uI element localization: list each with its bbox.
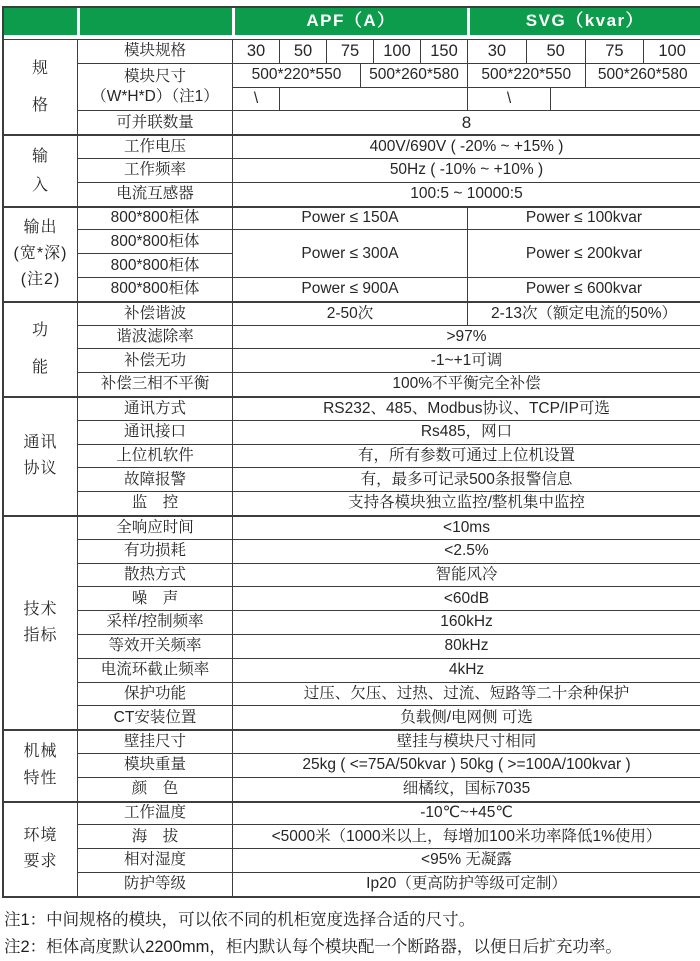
svg-value: Power ≤ 100kvar [467, 206, 700, 230]
spec-value: 100:5 ~ 10000:5 [232, 182, 700, 206]
header-blank-corner [4, 8, 77, 39]
header-apf-title: APF（A） [232, 8, 467, 39]
spec-label: 谐波滤除率 [77, 325, 232, 349]
spec-value: 4kHz [232, 658, 700, 682]
spec-label: 模块重量 [77, 753, 232, 777]
spec-value: 25kg ( <=75A/50kvar ) 50kg ( >=100A/100kvar ) [232, 753, 700, 777]
spec-label: 模块尺寸 （W*H*D）（注1） [77, 63, 232, 111]
blank-cell [550, 87, 700, 111]
size-value: 500*260*580 [585, 63, 700, 87]
spec-value: -10℃~+45℃ [232, 801, 700, 825]
svg-value: Power ≤ 600kvar [467, 277, 700, 301]
size-value: 500*260*580 [360, 63, 467, 87]
spec-label: 防护等级 [77, 872, 232, 896]
rating-value: 75 [326, 39, 373, 63]
spec-value: Ip20（更高防护等级可定制） [232, 872, 700, 896]
spec-value: RS232、485、Modbus协议、TCP/IP可选 [232, 396, 700, 420]
spec-label: 800*800柜体 [77, 206, 232, 230]
rating-value: 50 [279, 39, 326, 63]
apf-value: Power ≤ 300A [232, 229, 467, 277]
spec-label: 电流环截止频率 [77, 658, 232, 682]
rating-value: 30 [232, 39, 279, 63]
category-environment: 环境 要求 [4, 801, 77, 896]
spec-label: 800*800柜体 [77, 253, 232, 277]
spec-value: 支持各模块独立监控/整机集中监控 [232, 491, 700, 515]
category-technical: 技术 指标 [4, 515, 77, 729]
spec-value: 8 [232, 110, 700, 134]
spec-label: 噪 声 [77, 586, 232, 610]
spec-label: 通讯方式 [77, 396, 232, 420]
spec-value: 有，所有参数可通过上位机设置 [232, 444, 700, 468]
spec-label: 模块规格 [77, 39, 232, 63]
spec-label: 补偿谐波 [77, 301, 232, 325]
spec-label: 监 控 [77, 491, 232, 515]
svg-value: 2-13次（额定电流的50%） [467, 301, 700, 325]
size-value: 500*220*550 [467, 63, 585, 87]
spec-label: 散热方式 [77, 563, 232, 587]
spec-value: 有，最多可记录500条报警信息 [232, 467, 700, 491]
rating-value: 100 [643, 39, 700, 63]
spec-label: 海 拔 [77, 824, 232, 848]
spec-value: <10ms [232, 515, 700, 539]
spec-value: 100%不平衡完全补偿 [232, 372, 700, 396]
category-input: 输 入 [4, 134, 77, 205]
spec-value: 壁挂与模块尺寸相同 [232, 729, 700, 753]
spec-value: 80kHz [232, 634, 700, 658]
apf-value: 2-50次 [232, 301, 467, 325]
spec-label: 故障报警 [77, 467, 232, 491]
spec-label: 全响应时间 [77, 515, 232, 539]
footnote-2: 注2：柜体高度默认2200mm，柜内默认每个模块配一个断路器，以便日后扩充功率。 [4, 934, 700, 961]
svg-value: Power ≤ 200kvar [467, 229, 700, 277]
rating-value: 30 [467, 39, 526, 63]
header-svg-title: SVG（kvar） [467, 8, 700, 39]
size-value: 500*220*550 [232, 63, 360, 87]
spec-value: 400V/690V ( -20% ~ +15% ) [232, 134, 700, 158]
spec-label: 通讯接口 [77, 420, 232, 444]
footnote-1: 注1：中间规格的模块，可以依不同的机柜宽度选择合适的尺寸。 [4, 907, 700, 934]
category-output: 输出 (宽*深) (注2) [4, 206, 77, 301]
spec-label: 保护功能 [77, 682, 232, 706]
spec-label: 壁挂尺寸 [77, 729, 232, 753]
spec-label: 电流互感器 [77, 182, 232, 206]
apf-value: Power ≤ 900A [232, 277, 467, 301]
spec-label: 工作电压 [77, 134, 232, 158]
spec-value: >97% [232, 325, 700, 349]
category-communication: 通讯 协议 [4, 396, 77, 515]
slash-cell: \ [232, 87, 279, 111]
spec-table [2, 6, 700, 898]
spec-value: 负载侧/电网侧 可选 [232, 705, 700, 729]
rating-value: 100 [373, 39, 420, 63]
spec-label: 有功损耗 [77, 539, 232, 563]
spec-label: 800*800柜体 [77, 229, 232, 253]
spec-value: <60dB [232, 586, 700, 610]
spec-value: <95% 无凝露 [232, 848, 700, 872]
spec-label: 工作温度 [77, 801, 232, 825]
spec-label: 工作频率 [77, 158, 232, 182]
category-specs: 规 格 [4, 39, 77, 134]
spec-value: 160kHz [232, 610, 700, 634]
rating-value: 75 [585, 39, 644, 63]
rating-value: 50 [526, 39, 585, 63]
header-blank-label [77, 8, 232, 39]
blank-cell [279, 87, 467, 111]
spec-label: 采样/控制频率 [77, 610, 232, 634]
apf-value: Power ≤ 150A [232, 206, 467, 230]
slash-cell: \ [467, 87, 550, 111]
spec-value: 细橘纹，国标7035 [232, 777, 700, 801]
spec-label: 等效开关频率 [77, 634, 232, 658]
category-function: 功 能 [4, 301, 77, 396]
spec-value: <2.5% [232, 539, 700, 563]
spec-label: 颜 色 [77, 777, 232, 801]
spec-value: 过压、欠压、过热、过流、短路等二十余种保护 [232, 682, 700, 706]
spec-label: 800*800柜体 [77, 277, 232, 301]
spec-value: Rs485，网口 [232, 420, 700, 444]
footnotes [4, 907, 700, 961]
spec-value: 50Hz ( -10% ~ +10% ) [232, 158, 700, 182]
spec-label: 上位机软件 [77, 444, 232, 468]
spec-label: 相对湿度 [77, 848, 232, 872]
spec-value: 智能风冷 [232, 563, 700, 587]
spec-label: CT安装位置 [77, 705, 232, 729]
spec-label: 补偿无功 [77, 348, 232, 372]
category-mechanical: 机械 特性 [4, 729, 77, 800]
spec-label: 可并联数量 [77, 110, 232, 134]
spec-value: -1~+1可调 [232, 348, 700, 372]
spec-label: 补偿三相不平衡 [77, 372, 232, 396]
rating-value: 150 [420, 39, 467, 63]
spec-value: <5000米（1000米以上，每增加100米功率降低1%使用） [232, 824, 700, 848]
